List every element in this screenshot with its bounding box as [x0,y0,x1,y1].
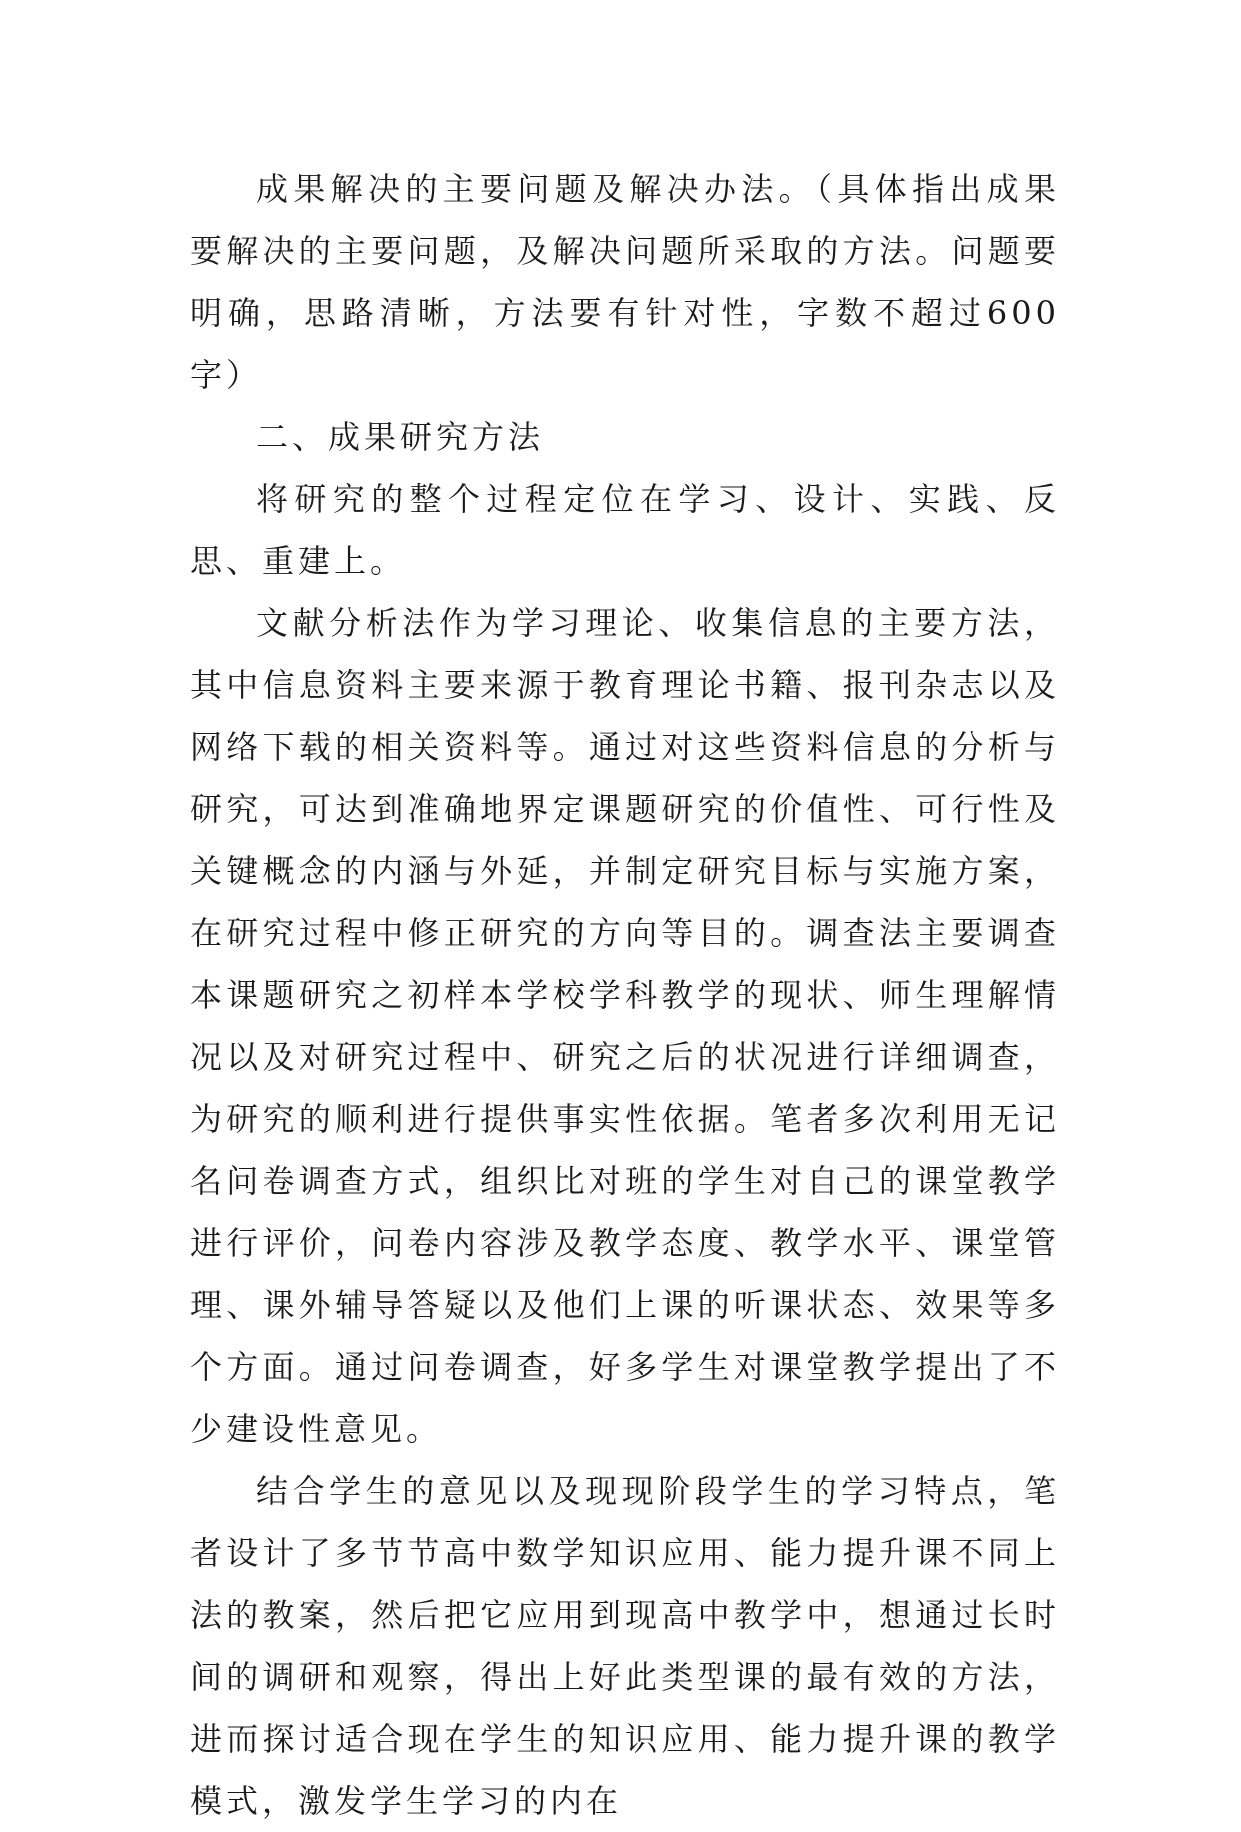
section-heading-research-methods: 二、成果研究方法 [256,418,545,456]
paragraph-problems-solutions: 成果解决的主要问题及解决办法。（具体指出成果要解决的主要问题，及解决问题所采取的方法。问题要明确，思路清晰，方法要有针对性，字数不超过600字） [190,170,1060,394]
document-body [190,158,1060,1832]
paragraph-literature-survey-methods: 文献分析法作为学习理论、收集信息的主要方法，其中信息资料主要来源于教育理论书籍、报刊杂志以及网络下载的相关资料等。通过对这些资料信息的分析与研究，可达到准确地界定课题研究的价值性、可行性及关键概念的内涵与外延，并制定研究目标与实施方案，在研究过程中修正研究的方向等目的。调查法主要调查本课题研究之初样本学校学科教学的现状、师生理解情况以及对研究过程中、研究之后的状况进行详细调查，为研究的顺利进行提供事实性依据。笔者多次利用无记名问卷调查方式，组织比对班的学生对自己的课堂教学进行评价，问卷内容涉及教学态度、教学水平、课堂管理、课外辅导答疑以及他们上课的听课状态、效果等多个方面。通过问卷调查，好多学生对课堂教学提出了不少建设性意见。 [190,604,1060,1448]
paragraph-research-process: 将研究的整个过程定位在学习、设计、实践、反思、重建上。 [190,480,1060,580]
paragraph-lesson-design: 结合学生的意见以及现现阶段学生的学习特点，笔者设计了多节节高中数学知识应用、能力提升课不同上法的教案，然后把它应用到现高中教学中，想通过长时间的调研和观察，得出上好此类型课的最有效的方法，进而探讨适合现在学生的知识应用、能力提升课的教学模式，激发学生学习的内在 [190,1472,1060,1820]
